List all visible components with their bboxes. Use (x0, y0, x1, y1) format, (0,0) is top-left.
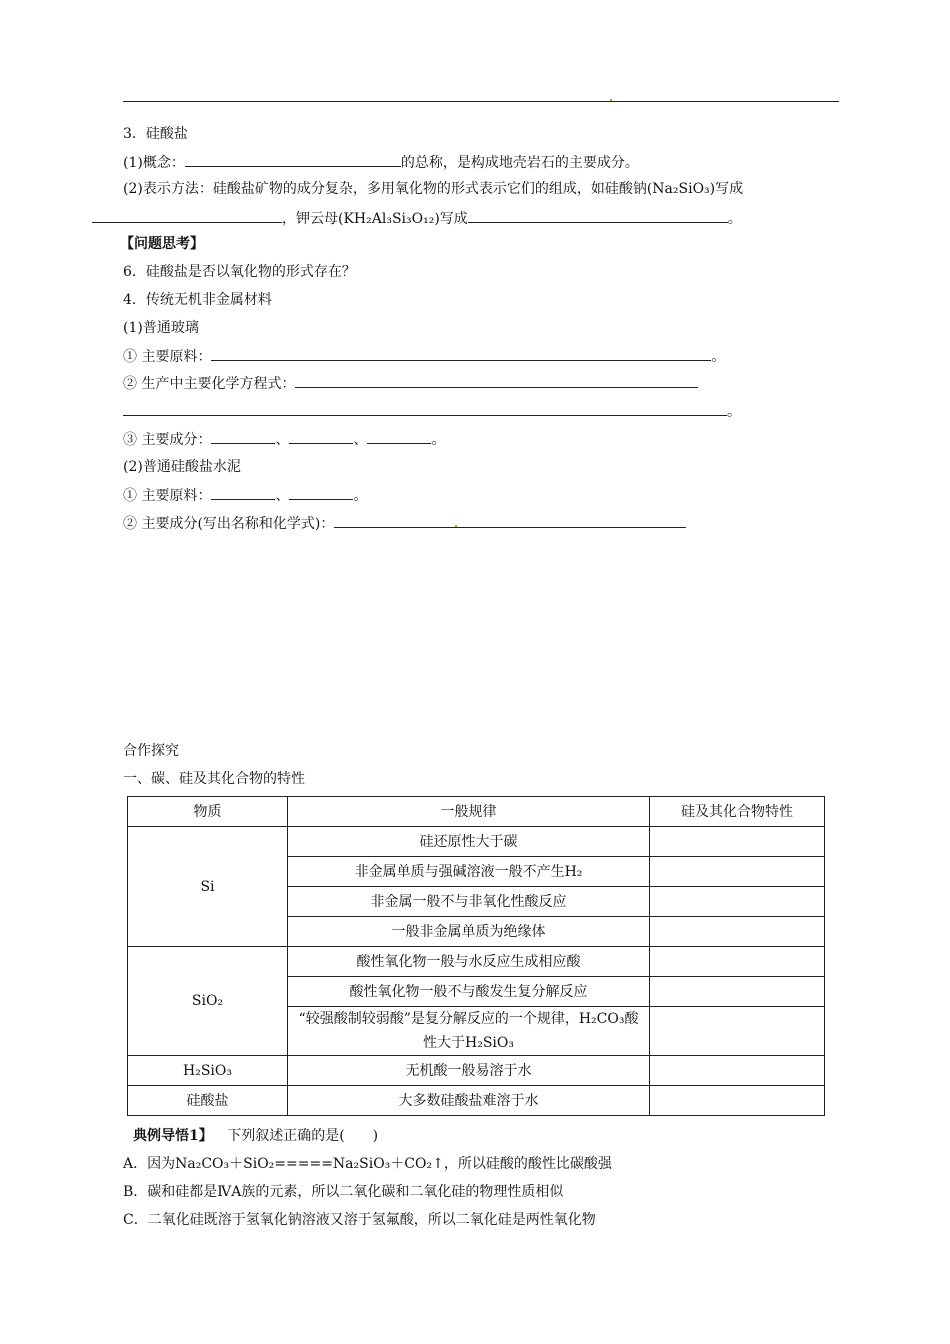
period: 。 (353, 488, 368, 504)
section3-heading: 3．硅酸盐 (123, 126, 188, 142)
properties-table (127, 796, 825, 1116)
header-substance: 物质 (128, 797, 288, 827)
glass-composition-label: ③ 主要成分： (123, 432, 212, 448)
answer-cell[interactable] (650, 857, 825, 887)
rule-cell: 酸性氧化物一般不与酸发生复分解反应 (288, 977, 650, 1007)
separator: 、 (275, 432, 290, 448)
decor-dot (610, 99, 612, 101)
rule-cell: 非金属单质与强碱溶液一般不产生H₂ (288, 857, 650, 887)
representation-line-2 (92, 208, 742, 229)
glass-comp-blank-1[interactable] (211, 429, 275, 444)
cement-raw-blank-1[interactable] (211, 485, 275, 500)
question-6: 6．硅酸盐是否以氧化物的形式存在？ (123, 264, 356, 280)
answer-cell[interactable] (650, 977, 825, 1007)
rule-cell: “较强酸制较弱酸”是复分解反应的一个规律，H₂CO₃酸性大于H₂SiO₃ (288, 1007, 650, 1056)
glass-heading: (1)普通玻璃 (123, 320, 199, 336)
glass-comp-blank-2[interactable] (289, 429, 353, 444)
glass-equation-line-2 (123, 401, 741, 422)
substance-si: Si (128, 827, 288, 947)
option-b: B．碳和硅都是ⅣA族的元素，所以二氧化碳和二氧化硅的物理性质相似 (123, 1184, 564, 1200)
answer-cell[interactable] (650, 887, 825, 917)
header-general-rule: 一般规律 (288, 797, 650, 827)
example-line (133, 1126, 378, 1146)
example-stem: 下列叙述正确的是( ) (227, 1128, 379, 1144)
table-row (128, 1056, 825, 1086)
representation-line: (2)表示方法：硅酸盐矿物的成分复杂，多用氧化物的形式表示它们的组成，如硅酸钠(Na₂SiO₃)写成 (123, 181, 744, 197)
period: 。 (727, 211, 742, 227)
coop-subtitle: 一、碳、硅及其化合物的特性 (123, 771, 305, 787)
table-header-row (128, 797, 825, 827)
mica-text: ，钾云母(KH₂Al₃Si₃O₁₂)写成 (282, 211, 468, 227)
period: 。 (727, 404, 741, 420)
option-c: C．二氧化硅既溶于氢氧化钠溶液又溶于氢氟酸，所以二氧化硅是两性氧化物 (123, 1212, 596, 1228)
glass-equation-blank[interactable] (295, 373, 698, 388)
cement-composition-blank[interactable] (334, 513, 686, 528)
question-header: 【问题思考】 (120, 236, 204, 252)
glass-equation-blank-2[interactable] (123, 401, 727, 416)
answer-cell[interactable] (650, 827, 825, 857)
glass-raw-line (123, 346, 725, 367)
rule-cell: 一般非金属单质为绝缘体 (288, 917, 650, 947)
top-rule (123, 101, 839, 102)
cement-composition-line (123, 513, 686, 534)
separator: 、 (353, 432, 368, 448)
cement-raw-label: ① 主要原料： (123, 488, 212, 504)
option-a: A．因为Na₂CO₃＋SiO₂=====Na₂SiO₃＋CO₂↑，所以硅酸的酸性比碳酸强 (123, 1156, 612, 1172)
substance-silicate: 硅酸盐 (128, 1086, 288, 1116)
coop-title: 合作探究 (123, 743, 179, 759)
example-title: 典例导悟1】 (133, 1128, 213, 1144)
answer-cell[interactable] (650, 947, 825, 977)
concept-suffix: 的总称，是构成地壳岩石的主要成分。 (400, 155, 639, 171)
glass-equation-label: ② 生产中主要化学方程式： (123, 376, 296, 392)
decor-dot (455, 525, 457, 527)
cement-raw-line (123, 485, 367, 506)
glass-composition-line (123, 429, 445, 450)
substance-h2sio3: H₂SiO₃ (128, 1056, 288, 1086)
answer-cell[interactable] (650, 1007, 825, 1056)
rule-cell: 大多数硅酸盐难溶于水 (288, 1086, 650, 1116)
glass-raw-label: ① 主要原料： (123, 349, 212, 365)
rule-cell: 硅还原性大于碳 (288, 827, 650, 857)
glass-comp-blank-3[interactable] (367, 429, 431, 444)
section4-heading: 4．传统无机非金属材料 (123, 292, 272, 308)
mica-blank[interactable] (468, 208, 728, 223)
rule-cell: 非金属一般不与非氧化性酸反应 (288, 887, 650, 917)
period: 。 (431, 432, 446, 448)
header-special-property: 硅及其化合物特性 (650, 797, 825, 827)
table-row (128, 947, 825, 977)
table-row (128, 827, 825, 857)
concept-prefix: (1)概念： (123, 155, 185, 171)
cement-heading: (2)普通硅酸盐水泥 (123, 459, 241, 475)
answer-cell[interactable] (650, 917, 825, 947)
answer-cell[interactable] (650, 1056, 825, 1086)
table-row (128, 1086, 825, 1116)
glass-equation-line (123, 373, 698, 394)
period: 。 (711, 349, 726, 365)
answer-cell[interactable] (650, 1086, 825, 1116)
glass-raw-blank[interactable] (211, 346, 711, 361)
cement-composition-label: ② 主要成分(写出名称和化学式)： (123, 516, 335, 532)
substance-sio2: SiO₂ (128, 947, 288, 1056)
sodium-silicate-blank[interactable] (92, 208, 282, 223)
rule-cell: 无机酸一般易溶于水 (288, 1056, 650, 1086)
cement-raw-blank-2[interactable] (289, 485, 353, 500)
separator: 、 (275, 488, 290, 504)
rule-cell: 酸性氧化物一般与水反应生成相应酸 (288, 947, 650, 977)
concept-blank[interactable] (185, 152, 401, 167)
concept-line (123, 152, 639, 173)
